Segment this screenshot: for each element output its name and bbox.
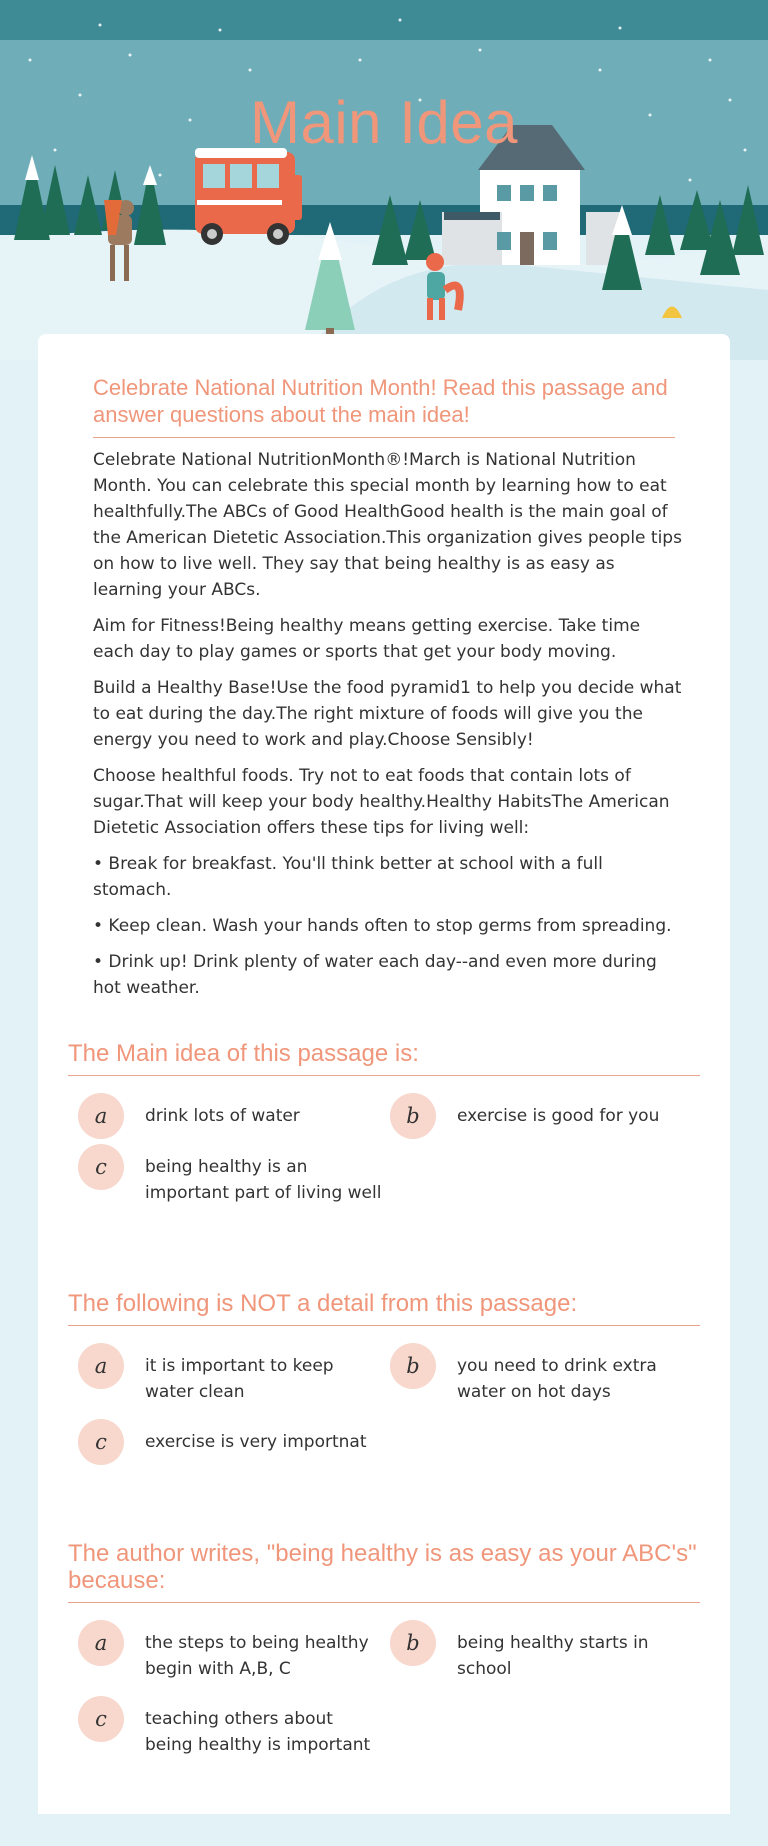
question-3-option-a[interactable] <box>78 1620 385 1682</box>
option-letter-badge[interactable]: a <box>78 1093 124 1139</box>
passage-paragraph: Choose healthful foods. Try not to eat foods that contain lots of sugar.That will keep your body healthy.Healthy HabitsThe American Dietetic Association offers these tips for living well: <box>93 766 670 838</box>
question-2-title: The following is NOT a detail from this passage: <box>68 1290 700 1326</box>
question-3-option-c[interactable] <box>78 1696 385 1758</box>
option-text: the steps to being healthy begin with A,B, C <box>145 1633 369 1679</box>
option-text: exercise is good for you <box>457 1106 660 1126</box>
question-2-option-b[interactable] <box>390 1343 697 1405</box>
passage-paragraph: Celebrate National NutritionMonth®!March is National Nutrition Month. You can celebrate this special month by learning how to eat healthfully.The ABCs of Good HealthGood health is the main goal of the American Dietetic Association.This organization gives people tips on how to live well. They say that being healthy is as easy as learning your ABCs. <box>93 450 682 600</box>
question-1-option-b[interactable] <box>390 1093 697 1139</box>
option-text: drink lots of water <box>145 1106 300 1126</box>
option-text: teaching others about being healthy is important <box>145 1709 371 1755</box>
question-1-title: The Main idea of this passage is: <box>68 1040 700 1076</box>
passage-bullet: • Drink up! Drink plenty of water each day--and even more during hot weather. <box>93 952 657 998</box>
option-text: being healthy is an important part of living well <box>145 1157 382 1203</box>
passage-bullet: • Keep clean. Wash your hands often to stop germs from spreading. <box>93 916 672 936</box>
option-letter-badge[interactable]: a <box>78 1343 124 1389</box>
option-text: it is important to keep water clean <box>145 1356 334 1402</box>
question-1-option-c[interactable] <box>78 1144 385 1206</box>
winter-scene-illustration <box>0 0 768 360</box>
page-title: Main Idea <box>250 89 518 156</box>
option-letter-badge[interactable]: a <box>78 1620 124 1666</box>
option-letter-badge[interactable]: b <box>390 1093 436 1139</box>
option-letter-badge[interactable]: b <box>390 1343 436 1389</box>
option-letter-badge[interactable]: c <box>78 1419 124 1465</box>
intro-heading: Celebrate National Nutrition Month! Read this passage and answer questions about the main idea! <box>93 374 675 438</box>
passage-bullet: • Break for breakfast. You'll think better at school with a full stomach. <box>93 854 603 900</box>
option-text: exercise is very importnat <box>145 1432 367 1452</box>
passage-paragraph: Aim for Fitness!Being healthy means getting exercise. Take time each day to play games or sports that get your body moving. <box>93 616 641 662</box>
bus-figure <box>195 148 302 245</box>
question-3-option-b[interactable] <box>390 1620 697 1682</box>
option-text: being healthy starts in school <box>457 1633 649 1679</box>
passage-paragraph: Build a Healthy Base!Use the food pyramid1 to help you decide what to eat during the day.The right mixture of foods will give you the energy you need to work and play.Choose Sensibly! <box>93 678 682 750</box>
header-banner <box>0 0 768 360</box>
option-letter-badge[interactable]: c <box>78 1696 124 1742</box>
question-2-option-c[interactable] <box>78 1419 385 1465</box>
reading-passage <box>93 447 683 1011</box>
option-letter-badge[interactable]: b <box>390 1620 436 1666</box>
question-3-title: The author writes, "being healthy is as easy as your ABC's" because: <box>68 1540 700 1603</box>
option-letter-badge[interactable]: c <box>78 1144 124 1190</box>
question-2-option-a[interactable] <box>78 1343 385 1405</box>
option-text: you need to drink extra water on hot days <box>457 1356 657 1402</box>
question-1-option-a[interactable] <box>78 1093 385 1139</box>
